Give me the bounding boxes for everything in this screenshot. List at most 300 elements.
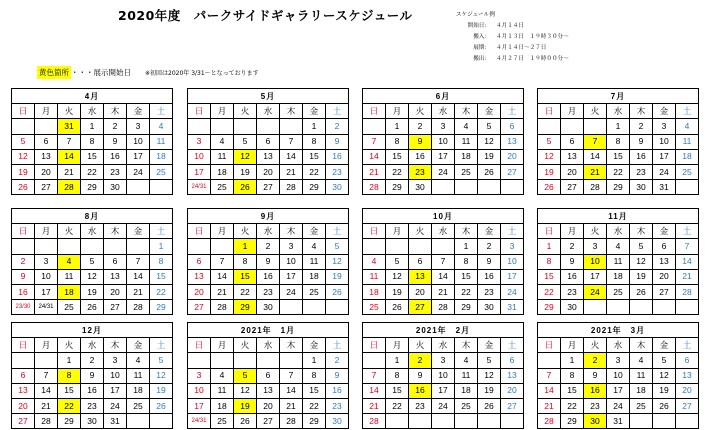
day-cell: 22 xyxy=(234,284,257,299)
day-cell: 18 xyxy=(455,383,478,398)
day-cell: 13 xyxy=(561,149,584,164)
day-cell: 22 xyxy=(386,398,409,413)
day-cell: 11 xyxy=(58,269,81,284)
weekday-header: 金 xyxy=(653,224,676,239)
day-cell: 7 xyxy=(127,254,150,269)
weekday-header: 金 xyxy=(127,338,150,353)
day-cell: 9 xyxy=(630,134,653,149)
weekday-header: 月 xyxy=(386,224,409,239)
day-cell: 12 xyxy=(478,368,501,383)
schedule-example-label: 搬出： xyxy=(473,56,490,62)
day-cell: 6 xyxy=(35,134,58,149)
empty-day-cell xyxy=(676,300,699,315)
weekday-header: 日 xyxy=(538,338,561,353)
month-calendar xyxy=(187,322,349,429)
day-cell: 28 xyxy=(211,300,234,315)
day-cell: 7 xyxy=(280,368,303,383)
month-title: 8月 xyxy=(12,209,173,224)
month-title: 2021年 2月 xyxy=(363,323,524,338)
day-cell: 11 xyxy=(150,134,173,149)
empty-day-cell xyxy=(12,119,35,134)
day-cell: 9 xyxy=(584,368,607,383)
day-cell: 17 xyxy=(188,164,211,179)
day-cell: 13 xyxy=(653,254,676,269)
weekday-header: 月 xyxy=(211,338,234,353)
day-cell: 6 xyxy=(104,254,127,269)
day-cell: 17 xyxy=(35,284,58,299)
day-cell: 15 xyxy=(81,149,104,164)
day-cell: 15 xyxy=(150,269,173,284)
day-cell: 22 xyxy=(561,398,584,413)
day-cell: 22 xyxy=(607,164,630,179)
weekday-header: 日 xyxy=(188,338,211,353)
day-cell: 3 xyxy=(35,254,58,269)
day-cell: 23 xyxy=(478,284,501,299)
day-cell: 6 xyxy=(188,254,211,269)
day-cell: 27 xyxy=(501,398,524,413)
day-cell: 4 xyxy=(127,353,150,368)
day-cell: 24/31 xyxy=(188,180,211,195)
weekday-header: 月 xyxy=(561,338,584,353)
day-cell: 30 xyxy=(81,414,104,429)
day-cell: 5 xyxy=(234,134,257,149)
day-cell: 11 xyxy=(676,134,699,149)
weekday-header: 火 xyxy=(58,104,81,119)
day-cell: 27 xyxy=(104,300,127,315)
day-cell: 9 xyxy=(409,134,432,149)
weekday-header: 水 xyxy=(607,338,630,353)
month-calendar xyxy=(187,88,349,195)
weekday-header: 土 xyxy=(150,104,173,119)
weekday-header: 土 xyxy=(326,224,349,239)
day-cell: 26 xyxy=(653,398,676,413)
day-cell: 7 xyxy=(280,134,303,149)
weekday-header: 月 xyxy=(211,224,234,239)
day-cell: 29 xyxy=(607,180,630,195)
day-cell: 14 xyxy=(280,383,303,398)
day-cell: 9 xyxy=(81,368,104,383)
day-cell: 10 xyxy=(188,149,211,164)
day-cell: 26 xyxy=(386,300,409,315)
day-cell: 3 xyxy=(432,353,455,368)
weekday-header: 木 xyxy=(455,224,478,239)
day-cell: 25 xyxy=(676,164,699,179)
day-cell: 14 xyxy=(211,269,234,284)
day-cell: 9 xyxy=(561,254,584,269)
day-cell: 11 xyxy=(455,368,478,383)
day-cell: 5 xyxy=(478,119,501,134)
empty-day-cell xyxy=(211,119,234,134)
day-cell: 18 xyxy=(303,269,326,284)
day-cell: 25 xyxy=(607,284,630,299)
day-cell: 18 xyxy=(363,284,386,299)
schedule-example-value: ４月１３日 １９時３０分～ xyxy=(496,34,569,40)
day-cell: 6 xyxy=(501,119,524,134)
day-cell: 21 xyxy=(58,164,81,179)
day-cell: 23 xyxy=(630,164,653,179)
empty-day-cell xyxy=(538,353,561,368)
day-cell: 28 xyxy=(538,414,561,429)
day-cell: 25 xyxy=(363,300,386,315)
day-cell: 8 xyxy=(607,134,630,149)
day-cell: 5 xyxy=(630,239,653,254)
day-cell: 27 xyxy=(409,300,432,315)
day-cell: 25 xyxy=(211,414,234,429)
weekday-header: 火 xyxy=(409,104,432,119)
day-cell: 28 xyxy=(363,414,386,429)
day-cell: 6 xyxy=(257,368,280,383)
day-cell: 3 xyxy=(188,368,211,383)
day-cell: 26 xyxy=(478,164,501,179)
empty-day-cell xyxy=(257,353,280,368)
legend xyxy=(37,66,259,79)
day-cell: 24 xyxy=(432,398,455,413)
empty-day-cell xyxy=(676,180,699,195)
day-cell: 2 xyxy=(478,239,501,254)
weekday-header: 月 xyxy=(386,104,409,119)
month-calendar xyxy=(537,88,699,195)
weekday-header: 月 xyxy=(561,104,584,119)
day-cell: 18 xyxy=(211,164,234,179)
day-cell: 12 xyxy=(234,149,257,164)
day-cell: 24 xyxy=(653,164,676,179)
day-cell: 10 xyxy=(280,254,303,269)
month-title: 12月 xyxy=(12,323,173,338)
day-cell: 28 xyxy=(363,180,386,195)
weekday-header: 日 xyxy=(188,224,211,239)
day-cell: 27 xyxy=(257,414,280,429)
empty-day-cell xyxy=(432,239,455,254)
day-cell: 19 xyxy=(150,383,173,398)
empty-day-cell xyxy=(653,300,676,315)
month-calendar xyxy=(362,208,524,315)
day-cell: 16 xyxy=(257,269,280,284)
day-cell: 6 xyxy=(501,353,524,368)
weekday-header: 日 xyxy=(12,104,35,119)
month-title: 6月 xyxy=(363,89,524,104)
day-cell: 8 xyxy=(538,254,561,269)
day-cell: 11 xyxy=(211,383,234,398)
day-cell: 2 xyxy=(12,254,35,269)
schedule-example xyxy=(456,10,569,65)
weekday-header: 水 xyxy=(81,224,104,239)
day-cell: 5 xyxy=(538,134,561,149)
day-cell: 13 xyxy=(188,269,211,284)
day-cell: 12 xyxy=(234,383,257,398)
weekday-header: 木 xyxy=(104,104,127,119)
day-cell: 24 xyxy=(127,164,150,179)
day-cell: 17 xyxy=(501,269,524,284)
weekday-header: 木 xyxy=(630,338,653,353)
weekday-header: 月 xyxy=(386,338,409,353)
day-cell: 1 xyxy=(538,239,561,254)
day-cell: 29 xyxy=(234,300,257,315)
day-cell: 23 xyxy=(561,284,584,299)
day-cell: 29 xyxy=(58,414,81,429)
day-cell: 10 xyxy=(127,134,150,149)
day-cell: 9 xyxy=(478,254,501,269)
weekday-header: 金 xyxy=(127,104,150,119)
day-cell: 12 xyxy=(630,254,653,269)
day-cell: 3 xyxy=(127,119,150,134)
empty-day-cell xyxy=(432,414,455,429)
day-cell: 15 xyxy=(58,383,81,398)
day-cell: 9 xyxy=(409,368,432,383)
day-cell: 5 xyxy=(386,254,409,269)
weekday-header: 土 xyxy=(501,104,524,119)
day-cell: 30 xyxy=(409,180,432,195)
day-cell: 15 xyxy=(303,383,326,398)
schedule-example-row xyxy=(456,54,569,65)
weekday-header: 木 xyxy=(104,224,127,239)
weekday-header: 土 xyxy=(326,104,349,119)
day-cell: 5 xyxy=(653,353,676,368)
day-cell: 31 xyxy=(104,414,127,429)
day-cell: 4 xyxy=(676,119,699,134)
legend-text: ・・・展示開始日 xyxy=(71,68,131,77)
day-cell: 30 xyxy=(584,414,607,429)
day-cell: 14 xyxy=(676,254,699,269)
day-cell: 4 xyxy=(607,239,630,254)
empty-day-cell xyxy=(676,414,699,429)
schedule-example-label: 搬入： xyxy=(473,34,490,40)
day-cell: 28 xyxy=(280,414,303,429)
day-cell: 24 xyxy=(501,284,524,299)
day-cell: 22 xyxy=(538,284,561,299)
day-cell: 20 xyxy=(676,383,699,398)
empty-day-cell xyxy=(363,353,386,368)
day-cell: 16 xyxy=(326,383,349,398)
day-cell: 3 xyxy=(607,353,630,368)
day-cell: 26 xyxy=(81,300,104,315)
day-cell: 30 xyxy=(478,300,501,315)
day-cell: 26 xyxy=(150,398,173,413)
day-cell: 11 xyxy=(607,254,630,269)
empty-day-cell xyxy=(584,300,607,315)
month-title: 2021年 3月 xyxy=(538,323,699,338)
day-cell: 19 xyxy=(386,284,409,299)
day-cell: 8 xyxy=(58,368,81,383)
weekday-header: 日 xyxy=(538,104,561,119)
weekday-header: 水 xyxy=(432,104,455,119)
day-cell: 16 xyxy=(409,149,432,164)
empty-day-cell xyxy=(280,300,303,315)
month-title: 9月 xyxy=(188,209,349,224)
day-cell: 26 xyxy=(12,180,35,195)
day-cell: 19 xyxy=(653,383,676,398)
day-cell: 19 xyxy=(326,269,349,284)
day-cell: 24 xyxy=(104,398,127,413)
month-calendar xyxy=(187,208,349,315)
day-cell: 7 xyxy=(363,368,386,383)
day-cell: 6 xyxy=(676,353,699,368)
day-cell: 12 xyxy=(326,254,349,269)
day-cell: 4 xyxy=(58,254,81,269)
day-cell: 1 xyxy=(303,119,326,134)
day-cell: 10 xyxy=(584,254,607,269)
weekday-header: 金 xyxy=(303,338,326,353)
weekday-header: 火 xyxy=(409,338,432,353)
empty-day-cell xyxy=(150,414,173,429)
day-cell: 19 xyxy=(234,398,257,413)
day-cell: 1 xyxy=(607,119,630,134)
day-cell: 17 xyxy=(188,398,211,413)
weekday-header: 日 xyxy=(363,338,386,353)
month-calendar xyxy=(11,208,173,315)
day-cell: 24 xyxy=(280,284,303,299)
day-cell: 14 xyxy=(58,149,81,164)
weekday-header: 土 xyxy=(501,224,524,239)
empty-day-cell xyxy=(35,353,58,368)
day-cell: 9 xyxy=(326,134,349,149)
day-cell: 20 xyxy=(257,398,280,413)
day-cell: 18 xyxy=(58,284,81,299)
day-cell: 21 xyxy=(584,164,607,179)
empty-day-cell xyxy=(630,414,653,429)
weekday-header: 水 xyxy=(607,224,630,239)
empty-day-cell xyxy=(104,239,127,254)
day-cell: 28 xyxy=(35,414,58,429)
day-cell: 16 xyxy=(409,383,432,398)
day-cell: 12 xyxy=(386,269,409,284)
day-cell: 27 xyxy=(676,398,699,413)
day-cell: 13 xyxy=(676,368,699,383)
day-cell: 14 xyxy=(363,383,386,398)
day-cell: 2 xyxy=(104,119,127,134)
month-title: 2021年 1月 xyxy=(188,323,349,338)
day-cell: 30 xyxy=(326,414,349,429)
weekday-header: 日 xyxy=(12,224,35,239)
day-cell: 20 xyxy=(35,164,58,179)
empty-day-cell xyxy=(35,239,58,254)
day-cell: 5 xyxy=(81,254,104,269)
empty-day-cell xyxy=(211,353,234,368)
day-cell: 7 xyxy=(538,368,561,383)
day-cell: 8 xyxy=(303,368,326,383)
day-cell: 6 xyxy=(653,239,676,254)
day-cell: 8 xyxy=(81,134,104,149)
day-cell: 28 xyxy=(584,180,607,195)
day-cell: 6 xyxy=(12,368,35,383)
day-cell: 1 xyxy=(303,353,326,368)
day-cell: 3 xyxy=(280,239,303,254)
day-cell: 20 xyxy=(561,164,584,179)
day-cell: 15 xyxy=(455,269,478,284)
day-cell: 4 xyxy=(211,134,234,149)
day-cell: 2 xyxy=(409,119,432,134)
day-cell: 4 xyxy=(211,368,234,383)
empty-day-cell xyxy=(188,239,211,254)
day-cell: 12 xyxy=(150,368,173,383)
day-cell: 13 xyxy=(257,149,280,164)
day-cell: 4 xyxy=(630,353,653,368)
weekday-header: 木 xyxy=(280,224,303,239)
day-cell: 13 xyxy=(501,134,524,149)
empty-day-cell xyxy=(501,414,524,429)
weekday-header: 水 xyxy=(607,104,630,119)
day-cell: 10 xyxy=(35,269,58,284)
day-cell: 6 xyxy=(561,134,584,149)
schedule-example-value: ４月２７日 １９時００分～ xyxy=(496,56,569,62)
day-cell: 10 xyxy=(432,368,455,383)
empty-day-cell xyxy=(653,414,676,429)
empty-day-cell xyxy=(127,239,150,254)
day-cell: 19 xyxy=(538,164,561,179)
day-cell: 10 xyxy=(432,134,455,149)
empty-day-cell xyxy=(58,239,81,254)
day-cell: 27 xyxy=(188,300,211,315)
day-cell: 12 xyxy=(653,368,676,383)
day-cell: 2 xyxy=(326,119,349,134)
weekday-header: 金 xyxy=(653,104,676,119)
day-cell: 12 xyxy=(538,149,561,164)
empty-day-cell xyxy=(234,353,257,368)
weekday-header: 木 xyxy=(455,104,478,119)
day-cell: 15 xyxy=(234,269,257,284)
day-cell: 22 xyxy=(150,284,173,299)
day-cell: 2 xyxy=(409,353,432,368)
day-cell: 2 xyxy=(326,353,349,368)
day-cell: 2 xyxy=(257,239,280,254)
empty-day-cell xyxy=(538,119,561,134)
empty-day-cell xyxy=(455,180,478,195)
day-cell: 29 xyxy=(303,414,326,429)
day-cell: 17 xyxy=(432,149,455,164)
weekday-header: 日 xyxy=(12,338,35,353)
day-cell: 13 xyxy=(104,269,127,284)
empty-day-cell xyxy=(478,180,501,195)
day-cell: 17 xyxy=(584,269,607,284)
day-cell: 10 xyxy=(501,254,524,269)
day-cell: 1 xyxy=(386,119,409,134)
weekday-header: 土 xyxy=(150,338,173,353)
day-cell: 19 xyxy=(478,383,501,398)
day-cell: 23/30 xyxy=(12,300,35,315)
day-cell: 16 xyxy=(630,149,653,164)
day-cell: 23 xyxy=(104,164,127,179)
day-cell: 14 xyxy=(432,269,455,284)
day-cell: 18 xyxy=(211,398,234,413)
day-cell: 12 xyxy=(81,269,104,284)
day-cell: 10 xyxy=(607,368,630,383)
day-cell: 25 xyxy=(630,398,653,413)
day-cell: 14 xyxy=(127,269,150,284)
month-calendar xyxy=(362,88,524,195)
day-cell: 28 xyxy=(58,180,81,195)
empty-day-cell xyxy=(363,119,386,134)
day-cell: 25 xyxy=(455,398,478,413)
weekday-header: 木 xyxy=(455,338,478,353)
day-cell: 1 xyxy=(561,353,584,368)
day-cell: 17 xyxy=(104,383,127,398)
day-cell: 3 xyxy=(501,239,524,254)
day-cell: 14 xyxy=(35,383,58,398)
day-cell: 17 xyxy=(653,149,676,164)
day-cell: 21 xyxy=(676,269,699,284)
day-cell: 4 xyxy=(150,119,173,134)
weekday-header: 土 xyxy=(676,338,699,353)
month-calendar xyxy=(11,322,173,429)
empty-day-cell xyxy=(409,414,432,429)
day-cell: 14 xyxy=(363,149,386,164)
day-cell: 22 xyxy=(303,398,326,413)
weekday-header: 月 xyxy=(35,104,58,119)
day-cell: 23 xyxy=(81,398,104,413)
day-cell: 7 xyxy=(211,254,234,269)
day-cell: 16 xyxy=(81,383,104,398)
day-cell: 17 xyxy=(607,383,630,398)
day-cell: 24 xyxy=(584,284,607,299)
